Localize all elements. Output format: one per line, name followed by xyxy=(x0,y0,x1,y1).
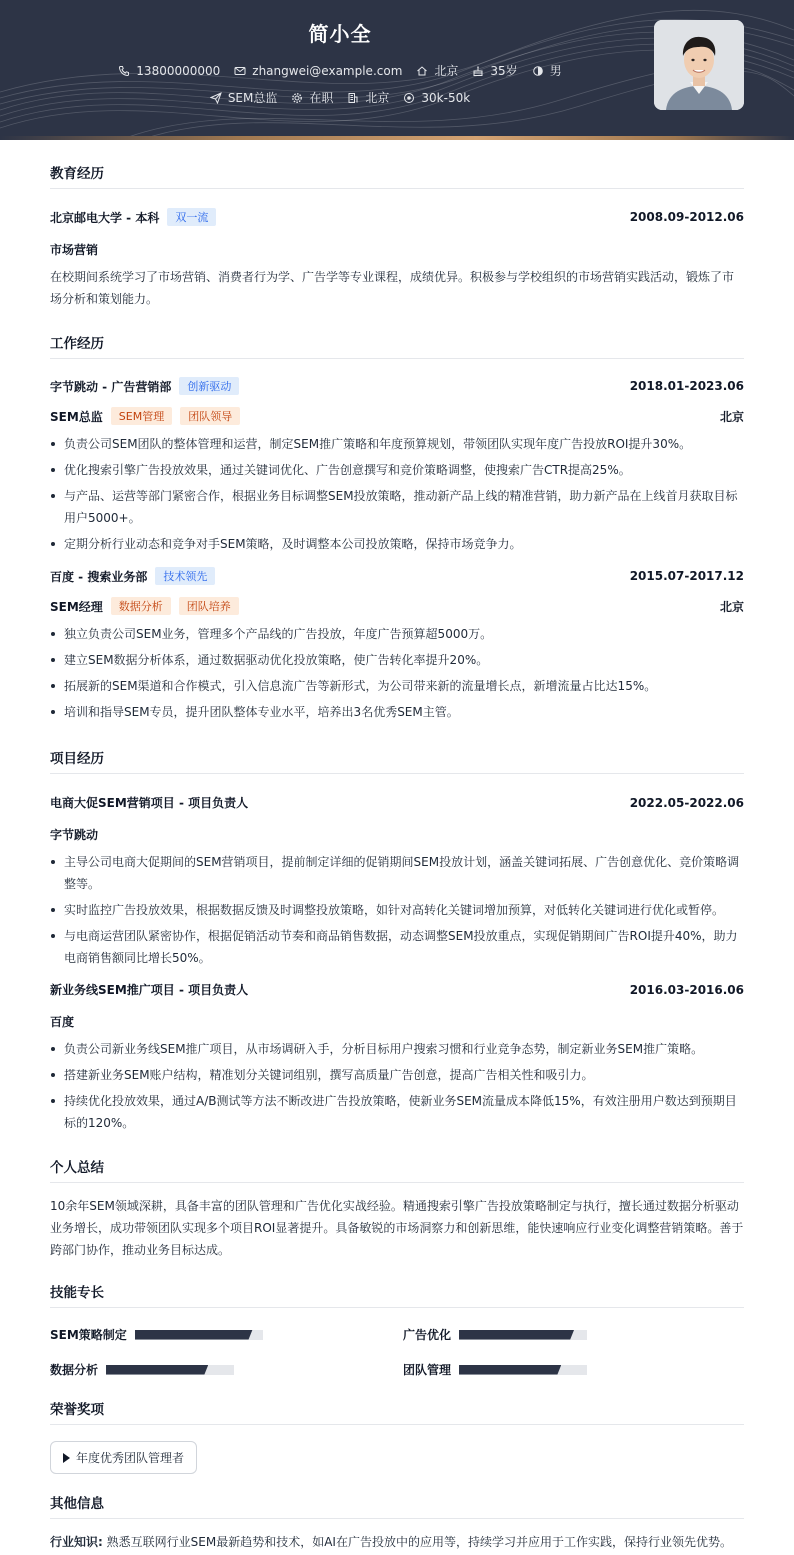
skill-bar-fill xyxy=(459,1365,561,1375)
company-tag: 创新驱动 xyxy=(179,377,239,395)
email-address: zhangwei@example.com xyxy=(252,63,403,78)
work-bullets xyxy=(50,433,744,555)
education-entry-header xyxy=(50,208,744,226)
project-bullet: 持续优化投放效果，通过A/B测试等方法不断改进广告投放策略，使新业务SEM流量成本降低15%，有效注册用户数达到预期目标的120%。 xyxy=(50,1090,744,1134)
other-text: 熟悉互联网行业SEM最新趋势和技术，如AI在广告投放中的应用等，持续学习并应用于工作实践，保持行业领先优势。 xyxy=(106,1535,732,1549)
target-position: SEM总监 xyxy=(227,91,278,105)
home-icon xyxy=(416,65,428,77)
project-company: 百度 xyxy=(50,1015,75,1029)
skills-title: 技能专长 xyxy=(50,1281,744,1308)
education-description: 在校期间系统学习了市场营销、消费者行为学、广告学等专业课程，成绩优异。积极参与学校组织的市场营销实践活动，锻炼了市场分析和策划能力。 xyxy=(50,270,735,306)
work-section xyxy=(50,332,744,723)
work-bullet: 培训和指导SEM专员，提升团队整体专业水平，培养出3名优秀SEM主管。 xyxy=(50,701,744,723)
skill-bar-fill xyxy=(459,1330,574,1340)
work-bullet: 优化搜索引擎广告投放效果，通过关键词优化、广告创意撰写和竞价策略调整，使搜索广告CTR提高25%。 xyxy=(50,459,744,481)
project-bullet: 负责公司新业务线SEM推广项目，从市场调研入手，分析目标用户搜索习惯和行业竞争态势，制定新业务SEM推广策略。 xyxy=(50,1038,744,1060)
avatar-photo xyxy=(654,20,744,110)
skill-bar xyxy=(459,1365,587,1375)
age-item xyxy=(472,62,517,79)
skill-item xyxy=(50,1361,403,1378)
work-bullets xyxy=(50,623,744,723)
skills-section xyxy=(50,1281,744,1378)
work-entry xyxy=(50,377,744,555)
awards-section xyxy=(50,1398,744,1474)
project-bullet: 主导公司电商大促期间的SEM营销项目，提前制定详细的促销期间SEM投放计划，涵盖关键词拓展、广告创意优化、竞价策略调整等。 xyxy=(50,851,744,895)
skills-grid xyxy=(50,1326,744,1378)
salary-icon xyxy=(403,92,415,104)
skill-tag: 团队培养 xyxy=(179,597,239,615)
gender-icon xyxy=(532,65,544,77)
company-name: 百度 - 搜索业务部 xyxy=(50,569,148,584)
project-entry xyxy=(50,794,744,969)
resume-header xyxy=(0,0,794,140)
target-city: 北京 xyxy=(365,91,390,105)
summary-title: 个人总结 xyxy=(50,1156,744,1183)
avatar-portrait-icon xyxy=(654,20,744,110)
project-entry xyxy=(50,981,744,1134)
role-name: SEM总监 xyxy=(50,409,103,424)
work-date: 2018.01-2023.06 xyxy=(629,379,744,393)
skill-bar-fill xyxy=(106,1365,208,1375)
school-name: 北京邮电大学 - 本科 xyxy=(50,210,160,225)
phone-icon xyxy=(118,65,130,77)
email-icon xyxy=(234,65,246,77)
education-title: 教育经历 xyxy=(50,162,744,189)
work-company-line xyxy=(50,567,215,585)
expected-salary: 30k-50k xyxy=(421,90,471,105)
skill-name: 广告优化 xyxy=(403,1328,452,1342)
school-tag: 双一流 xyxy=(167,208,216,226)
target-city-item xyxy=(347,89,389,106)
projects-section xyxy=(50,747,744,1134)
work-role-group xyxy=(50,597,239,615)
company-tag: 技术领先 xyxy=(155,567,215,585)
skill-tag: 团队领导 xyxy=(180,407,240,425)
candidate-name: 简小全 xyxy=(308,22,372,46)
work-role-group xyxy=(50,407,240,425)
work-bullet: 定期分析行业动态和竞争对手SEM策略，及时调整本公司投放策略，保持市场竞争力。 xyxy=(50,533,744,555)
role-name: SEM经理 xyxy=(50,599,103,614)
project-bullet: 搭建新业务SEM账户结构，精准划分关键词组别，撰写高质量广告创意，提高广告相关性和吸引力。 xyxy=(50,1064,744,1086)
work-location: 北京 xyxy=(719,409,744,424)
gender: 男 xyxy=(549,64,562,78)
skill-tag: 数据分析 xyxy=(111,597,171,615)
send-icon xyxy=(210,92,222,104)
work-bullet: 负责公司SEM团队的整体管理和运营，制定SEM推广策略和年度预算规划，带领团队实现年度广告投放ROI提升30%。 xyxy=(50,433,744,455)
awards-title: 荣誉奖项 xyxy=(50,1398,744,1425)
gender-item xyxy=(532,62,562,79)
phone-item xyxy=(118,62,220,79)
work-bullet: 独立负责公司SEM业务，管理多个产品线的广告投放，年度广告预算超5000万。 xyxy=(50,623,744,645)
work-title: 工作经历 xyxy=(50,332,744,359)
project-name: 电商大促SEM营销项目 - 项目负责人 xyxy=(50,796,249,810)
other-label: 行业知识: xyxy=(50,1535,103,1549)
skill-bar xyxy=(135,1330,263,1340)
work-company-line xyxy=(50,377,239,395)
project-header xyxy=(50,794,744,811)
age: 35岁 xyxy=(490,64,518,78)
education-date: 2008.09-2012.06 xyxy=(629,210,744,224)
salary-item xyxy=(403,89,470,106)
skill-item xyxy=(403,1361,744,1378)
award-badge xyxy=(50,1441,197,1474)
education-major: 市场营销 xyxy=(50,243,99,257)
work-role-line xyxy=(50,597,744,615)
summary-text: 10余年SEM领域深耕，具备丰富的团队管理和广告优化实战经验。精通搜索引擎广告投放策略制定与执行，擅长通过数据分析驱动业务增长，成功带领团队实现多个项目ROI显著提升。具备敏锐的市场洞察力和创新思维，能快速响应行业变化调整营销策略。善于跨部门协作，推动业务目标达成。 xyxy=(50,1199,744,1257)
work-entry-header xyxy=(50,377,744,395)
project-company: 字节跳动 xyxy=(50,828,99,842)
project-header xyxy=(50,981,744,998)
other-title: 其他信息 xyxy=(50,1492,744,1519)
position-item xyxy=(210,89,278,106)
cake-icon xyxy=(472,65,484,77)
resume-body xyxy=(0,162,794,1553)
project-bullets xyxy=(50,851,744,969)
skill-tag: SEM管理 xyxy=(111,407,172,425)
awards-list xyxy=(50,1441,744,1474)
skill-name: 团队管理 xyxy=(403,1363,452,1377)
work-entry xyxy=(50,567,744,723)
education-school-line xyxy=(50,208,216,226)
building-icon xyxy=(347,92,359,104)
skill-name: SEM策略制定 xyxy=(50,1328,127,1342)
project-bullet: 实时监控广告投放效果，根据数据反馈及时调整投放策略，如针对高转化关键词增加预算，对低转化关键词进行优化或暂停。 xyxy=(50,899,744,921)
skill-bar-fill xyxy=(135,1330,253,1340)
other-section xyxy=(50,1492,744,1553)
city-item xyxy=(416,62,458,79)
job-intent-row xyxy=(0,89,680,106)
project-bullet: 与电商运营团队紧密协作，根据促销活动节奏和商品销售数据，动态调整SEM投放重点，实现促销期间广告ROI提升40%，助力电商销售额同比增长50%。 xyxy=(50,925,744,969)
email-item xyxy=(234,62,402,79)
project-name: 新业务线SEM推广项目 - 项目负责人 xyxy=(50,983,249,997)
work-location: 北京 xyxy=(719,599,744,614)
work-role-line xyxy=(50,407,744,425)
header-accent-line xyxy=(0,136,794,140)
contact-row xyxy=(0,62,680,79)
work-bullet: 拓展新的SEM渠道和合作模式，引入信息流广告等新形式，为公司带来新的流量增长点，新增流量占比达15%。 xyxy=(50,675,744,697)
triangle-icon xyxy=(63,1453,70,1463)
phone-number: 13800000000 xyxy=(136,63,221,78)
work-entry-header xyxy=(50,567,744,585)
work-date: 2015.07-2017.12 xyxy=(629,569,744,583)
gear-icon xyxy=(291,92,303,104)
company-name: 字节跳动 - 广告营销部 xyxy=(50,379,172,394)
skill-name: 数据分析 xyxy=(50,1363,99,1377)
summary-section xyxy=(50,1156,744,1261)
other-info-line xyxy=(50,1531,744,1553)
project-date: 2016.03-2016.06 xyxy=(629,982,744,997)
job-status: 在职 xyxy=(309,91,334,105)
work-bullet: 与产品、运营等部门紧密合作，根据业务目标调整SEM投放策略，推动新产品上线的精准营销，助力新产品在上线首月获取目标用户5000+。 xyxy=(50,485,744,529)
award-name: 年度优秀团队管理者 xyxy=(76,1451,185,1465)
skill-bar xyxy=(106,1365,234,1375)
skill-item xyxy=(403,1326,744,1343)
education-section xyxy=(50,162,744,310)
project-bullets xyxy=(50,1038,744,1134)
skill-item xyxy=(50,1326,403,1343)
work-bullet: 建立SEM数据分析体系，通过数据驱动优化投放策略，使广告转化率提升20%。 xyxy=(50,649,744,671)
project-date: 2022.05-2022.06 xyxy=(629,795,744,810)
status-item xyxy=(291,89,333,106)
city: 北京 xyxy=(434,64,459,78)
projects-title: 项目经历 xyxy=(50,747,744,774)
skill-bar xyxy=(459,1330,587,1340)
